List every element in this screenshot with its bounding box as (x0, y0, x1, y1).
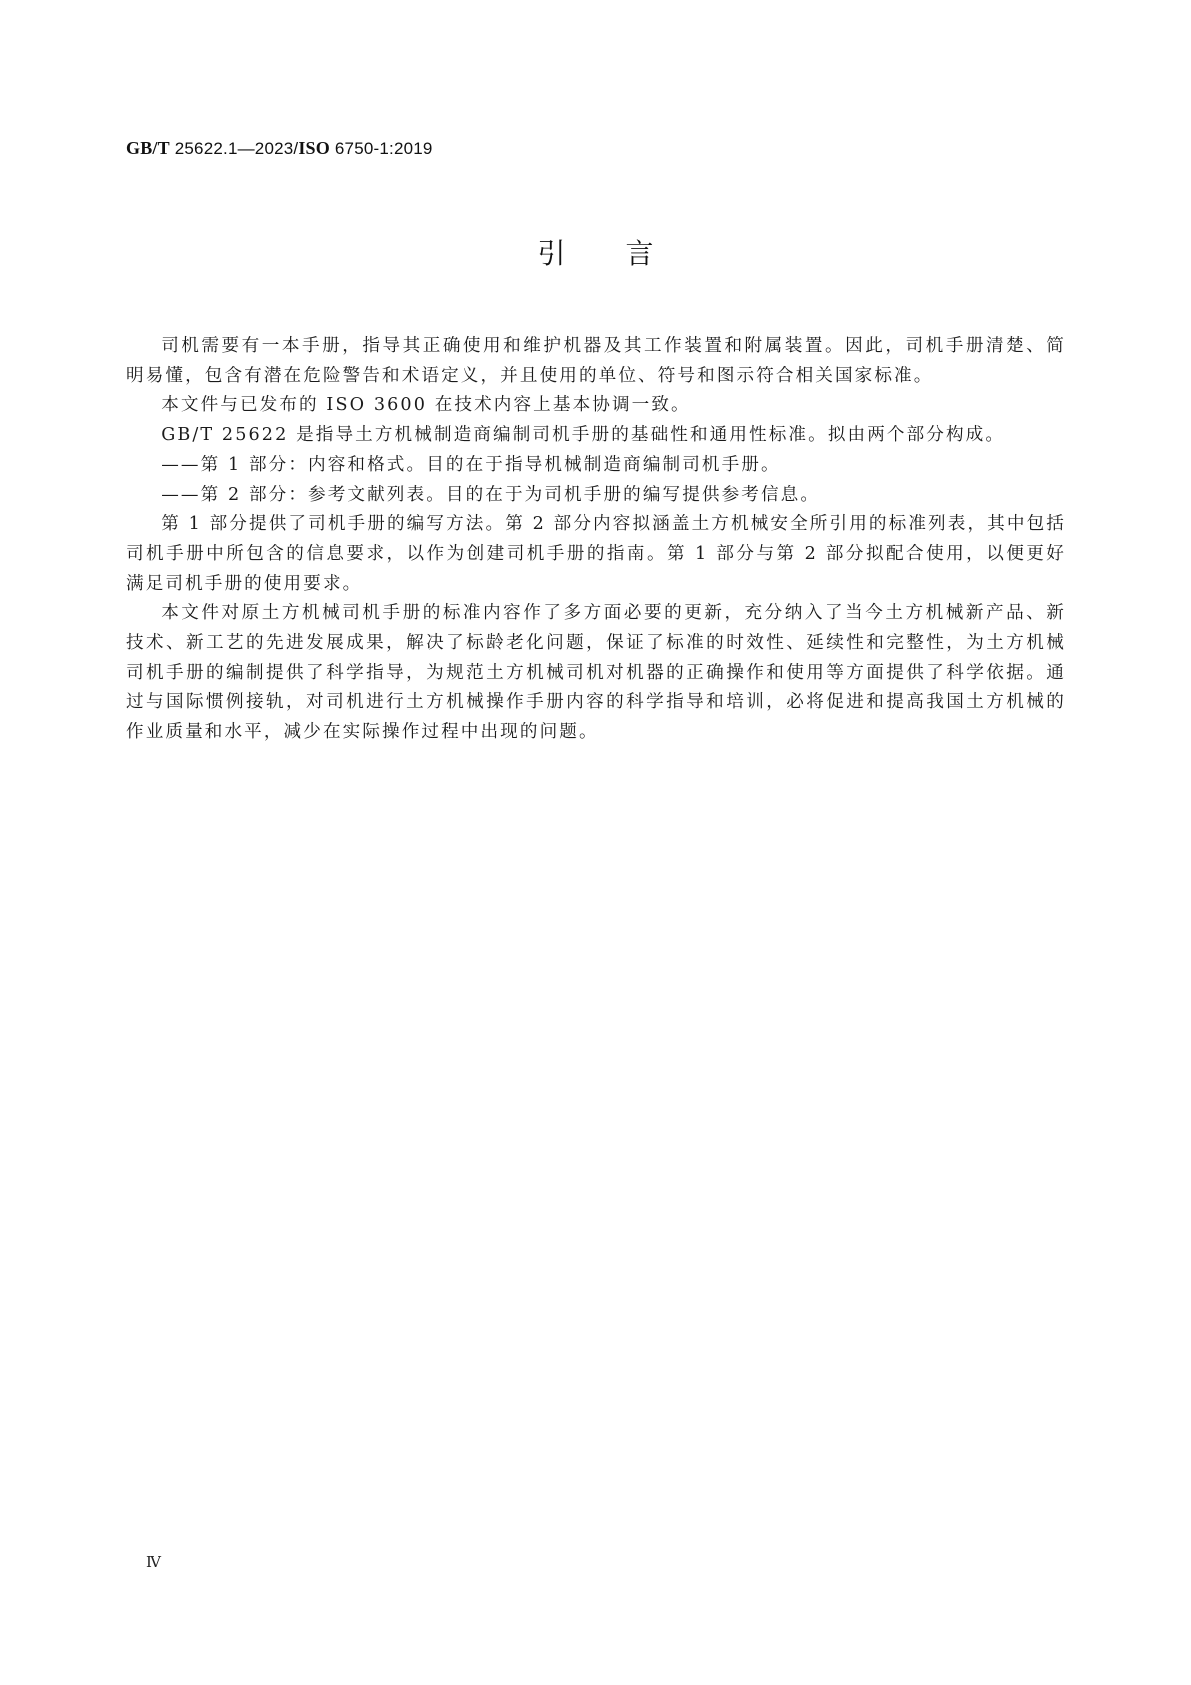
standard-header (126, 138, 433, 159)
document-body (126, 332, 1066, 748)
std-number-gbt: 25622.1—2023/ (169, 139, 299, 158)
paragraph: 本文件对原土方机械司机手册的标准内容作了多方面必要的更新，充分纳入了当今土方机械新产品、新技术、新工艺的先进发展成果，解决了标龄老化问题，保证了标准的时效性、延续性和完整性，为土方机械司机手册的编制提供了科学指导，为规范土方机械司机对机器的正确操作和使用等方面提供了科学依据。通过与国际惯例接轨，对司机进行土方机械操作手册内容的科学指导和培训，必将促进和提高我国土方机械的作业质量和水平，减少在实际操作过程中出现的问题。 (126, 603, 1066, 743)
std-prefix-iso: ISO (298, 138, 330, 158)
std-number-iso: 6750-1:2019 (329, 139, 433, 158)
list-item-part-2: ——第 2 部分：参考文献列表。目的在于为司机手册的编写提供参考信息。 (161, 484, 821, 505)
list-item-part-1: ——第 1 部分：内容和格式。目的在于指导机械制造商编制司机手册。 (161, 454, 781, 475)
paragraph: GB/T 25622 是指导土方机械制造商编制司机手册的基础性和通用性标准。拟由两个部分构成。 (161, 425, 1006, 446)
paragraph: 本文件与已发布的 ISO 3600 在技术内容上基本协调一致。 (161, 395, 691, 416)
page-title: 引言 (537, 237, 714, 270)
paragraph: 第 1 部分提供了司机手册的编写方法。第 2 部分内容拟涵盖土方机械安全所引用的标准列表，其中包括司机手册中所包含的信息要求，以作为创建司机手册的指南。第 1 部分与第 2 部分拟配合使用，以便更好满足司机手册的使用要求。 (126, 514, 1066, 594)
std-prefix-gbt: GB/T (126, 138, 170, 158)
paragraph: 司机需要有一本手册，指导其正确使用和维护机器及其工作装置和附属装置。因此，司机手册清楚、简明易懂，包含有潜在危险警告和术语定义，并且使用的单位、符号和图示符合相关国家标准。 (126, 336, 1066, 386)
page-number: Ⅳ (146, 1555, 161, 1571)
